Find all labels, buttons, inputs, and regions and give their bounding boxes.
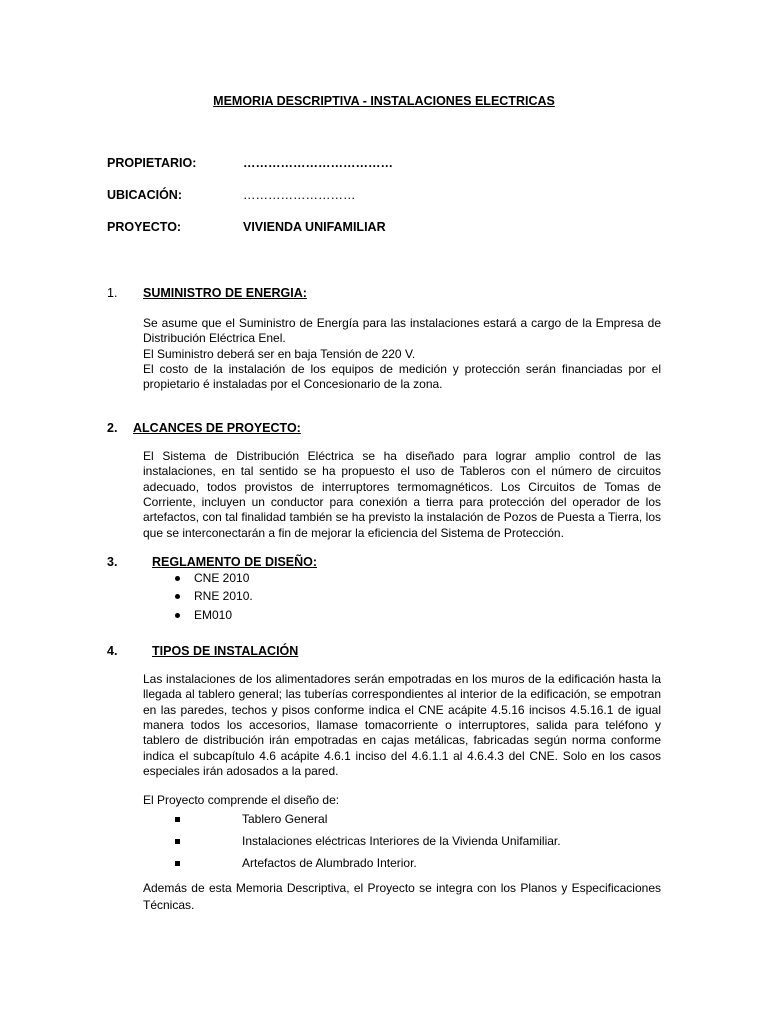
section3-list [175, 569, 253, 625]
document-title: MEMORIA DESCRIPTIVA - INSTALACIONES ELECTRICAS [213, 94, 555, 108]
square-bullet-icon [175, 861, 180, 866]
list-item: EM010 [175, 606, 253, 625]
list-item: Artefactos de Alumbrado Interior. [175, 856, 675, 878]
section1-heading: SUMINISTRO DE ENERGIA: [143, 286, 307, 300]
project-value: VIVIENDA UNIFAMILIAR [243, 220, 386, 234]
section1-number: 1. [107, 286, 118, 300]
bullet-icon [175, 613, 180, 618]
section4-heading: TIPOS DE INSTALACIÓN [152, 644, 299, 658]
section1-para3: El costo de la instalación de los equipos de medición y protección serán financiadas por el propietario é instaladas por el Concesionario de la zona. [143, 362, 661, 392]
list-item: Instalaciones eléctricas Interiores de la Vivienda Unifamiliar. [175, 834, 675, 856]
section2-heading: ALCANCES DE PROYECTO: [133, 421, 301, 435]
section3-number: 3. [107, 555, 118, 569]
location-value: ……………………… [243, 188, 356, 202]
owner-value: ……………………………… [243, 156, 393, 170]
bullet-icon [175, 594, 180, 599]
section4-para: Las instalaciones de los alimentadores serán empotradas en los muros de la edificación hasta la llegada al tablero general; las tuberías correspondientes al interior de la edificación, se empotran en las paredes, techos y pisos conforme indica el CNE acápite 4.5.16 incisos 4.5.16.1 de igual manera todos los accesorios, llamase tomacorriente o interruptores, salida para teléfono y tablero de distribución irán empotradas en cajas metálicas, fabricadas según norma conforme indica el subcapítulo 4.6 acápite 4.6.1 inciso del 4.6.1.1 al 4.6.4.3 del CNE. Solo en los casos especiales irán adosados a la pared. [143, 672, 661, 779]
section2-para: El Sistema de Distribución Eléctrica se ha diseñado para lograr amplio control de las instalaciones, en tal sentido se ha propuesto el uso de Tableros con el número de circuitos adecuado, todos provistos de interruptores termomagnéticos. Los Circuitos de Tomas de Corriente, incluyen un conductor para conexión a tierra para protección del operador de los artefactos, con tal finalidad también se ha previsto la instalación de Pozos de Puesta a Tierra, los que se interconectarán a fin de mejorar la eficiencia del Sistema de Protección. [143, 449, 661, 540]
bullet-icon [175, 576, 180, 581]
owner-label: PROPIETARIO: [107, 156, 197, 170]
section1-body [143, 316, 661, 393]
list-item: RNE 2010. [175, 588, 253, 607]
location-label: UBICACIÓN: [107, 188, 182, 202]
list-item: Tablero General [175, 812, 675, 834]
section2-number: 2. [107, 421, 118, 435]
square-bullet-icon [175, 839, 180, 844]
project-label: PROYECTO: [107, 220, 182, 234]
list-item: CNE 2010 [175, 569, 253, 588]
section1-para2: El Suministro deberá ser en baja Tensión de 220 V. [143, 346, 416, 361]
section4-closing: Además de esta Memoria Descriptiva, el Proyecto se integra con los Planos y Especificaciones Técnicas. [143, 881, 661, 913]
section3-heading: REGLAMENTO DE DISEÑO: [152, 555, 318, 569]
section1-para1: Se asume que el Suministro de Energía para las instalaciones estará a cargo de la Empresa de Distribución Eléctrica Enel. [143, 316, 661, 346]
square-bullet-icon [175, 817, 180, 822]
section4-number: 4. [107, 644, 118, 658]
section4-list [175, 812, 675, 878]
section4-intro: El Proyecto comprende el diseño de: [143, 793, 340, 807]
